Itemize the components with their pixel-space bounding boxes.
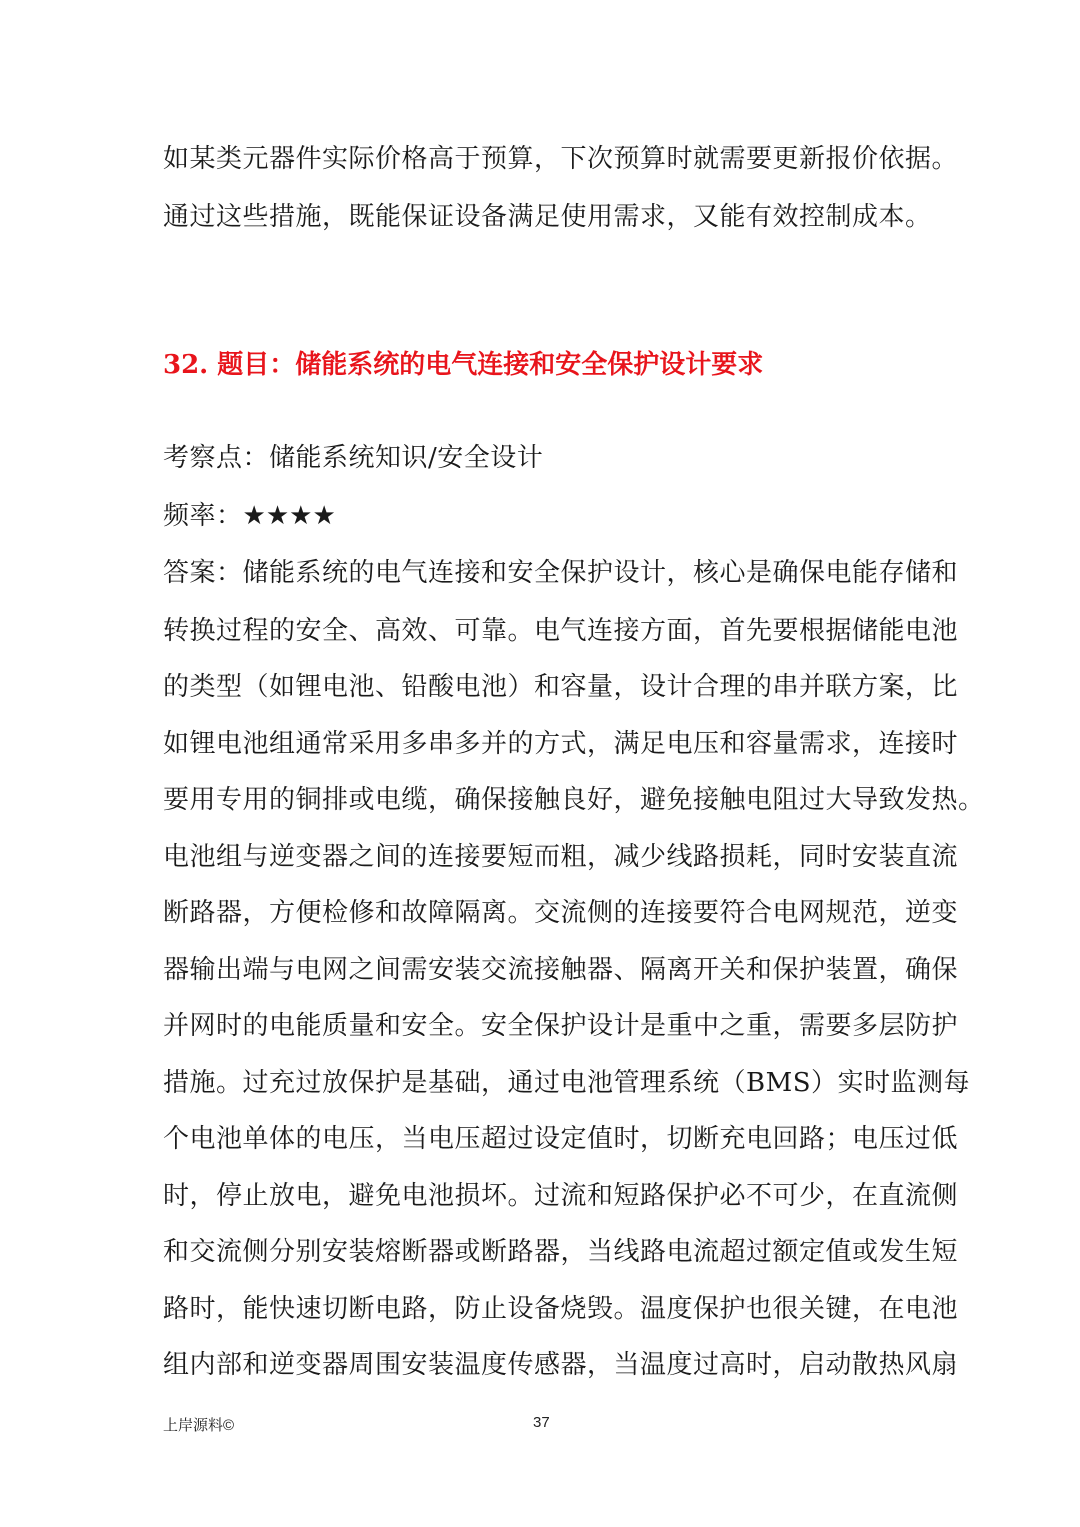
answer-line-6: 电池组与逆变器之间的连接要短而粗，减少线路损耗，同时安装直流 bbox=[163, 842, 959, 872]
intro-line-2: 通过这些措施，既能保证设备满足使用需求，又能有效控制成本。 bbox=[163, 202, 932, 232]
frequency-label: 频率： bbox=[163, 501, 243, 531]
intro-line-1: 如某类元器件实际价格高于预算，下次预算时就需要更新报价依据。 bbox=[163, 144, 959, 174]
page-number: 37 bbox=[533, 1414, 550, 1431]
answer-line-14: 路时，能快速切断电路，防止设备烧毁。温度保护也很关键，在电池 bbox=[163, 1294, 959, 1324]
question-title: 32. 题目：储能系统的电气连接和安全保护设计要求 bbox=[163, 350, 764, 380]
answer-line-11: 个电池单体的电压，当电压超过设定值时，切断充电回路；电压过低 bbox=[163, 1124, 959, 1154]
answer-line-5: 要用专用的铜排或电缆，确保接触良好，避免接触电阻过大导致发热。 bbox=[163, 785, 985, 815]
answer-line-10: 措施。过充过放保护是基础，通过电池管理系统（BMS）实时监测每 bbox=[163, 1068, 971, 1098]
footer-brand: 上岸源料© bbox=[163, 1417, 235, 1434]
answer-line-13: 和交流侧分别安装熔断器或断路器，当线路电流超过额定值或发生短 bbox=[163, 1237, 959, 1267]
answer-line-3: 的类型（如锂电池、铅酸电池）和容量，设计合理的串并联方案，比 bbox=[163, 672, 959, 702]
exam-point: 考察点：储能系统知识/安全设计 bbox=[163, 443, 544, 473]
answer-line-12: 时，停止放电，避免电池损坏。过流和短路保护必不可少，在直流侧 bbox=[163, 1181, 959, 1211]
answer-line-2: 转换过程的安全、高效、可靠。电气连接方面，首先要根据储能电池 bbox=[163, 616, 959, 646]
answer-line-7: 断路器，方便检修和故障隔离。交流侧的连接要符合电网规范，逆变 bbox=[163, 898, 959, 928]
answer-line-4: 如锂电池组通常采用多串多并的方式，满足电压和容量需求，连接时 bbox=[163, 729, 959, 759]
frequency-stars: ★★★★ bbox=[242, 501, 336, 531]
answer-line-8: 器输出端与电网之间需安装交流接触器、隔离开关和保护装置，确保 bbox=[163, 955, 959, 985]
answer-line-1: 答案：储能系统的电气连接和安全保护设计，核心是确保电能存储和 bbox=[163, 558, 959, 588]
answer-line-9: 并网时的电能质量和安全。安全保护设计是重中之重，需要多层防护 bbox=[163, 1011, 959, 1041]
answer-line-15: 组内部和逆变器周围安装温度传感器，当温度过高时，启动散热风扇 bbox=[163, 1350, 959, 1380]
frequency-row bbox=[163, 496, 923, 536]
